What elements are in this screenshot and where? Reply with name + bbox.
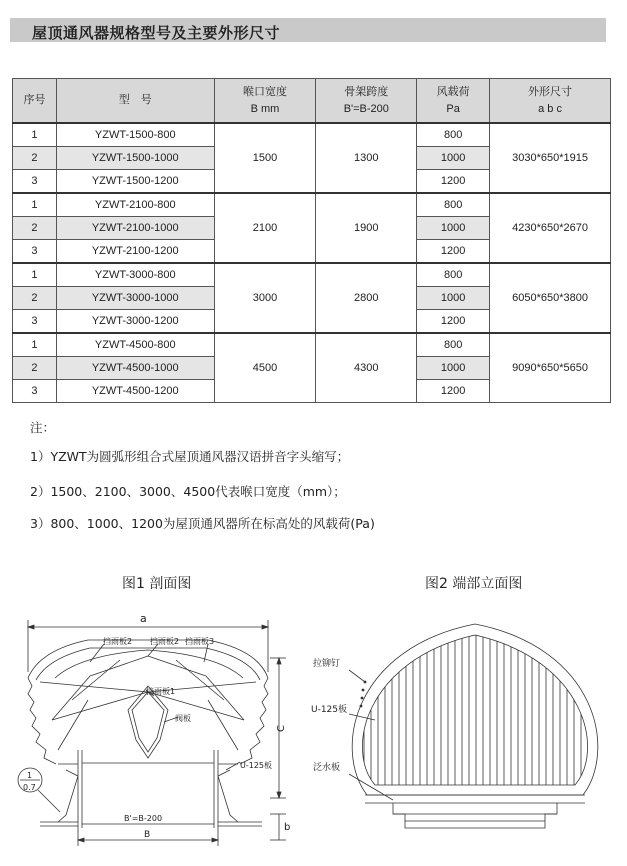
cell-load: 1200: [417, 240, 490, 264]
page-title: 屋顶通风器规格型号及主要外形尺寸: [32, 24, 281, 42]
header-label: 喉口宽度: [242, 85, 287, 98]
cell-no: 3: [13, 240, 57, 264]
header-sublabel: a b c: [538, 102, 562, 115]
header-col-5: [490, 79, 611, 124]
cell-size: 3030*650*1915: [490, 123, 611, 193]
cell-load: 800: [417, 263, 490, 287]
note-item-1: 1）YZWT为圆弧形组合式屋顶通风器汉语拼音字头缩写；: [30, 449, 350, 464]
cell-model: YZWT-4500-1200: [56, 380, 214, 403]
fig1-label-rain3: 挡雨板3: [185, 637, 215, 646]
cell-span: 1300: [316, 123, 417, 193]
cell-size: 4230*650*2670: [490, 193, 611, 263]
cell-load: 1000: [417, 147, 490, 170]
cell-no: 3: [13, 310, 57, 334]
cell-no: 2: [13, 217, 57, 240]
fig1-label-c: C: [276, 725, 287, 732]
cell-span: 4300: [316, 333, 417, 403]
header-label: 型 号: [118, 94, 152, 106]
cell-throat: 1500: [214, 123, 316, 193]
note-item-3: 3）800、1000、1200为屋顶通风器所在标高处的风载荷(Pa): [30, 516, 375, 531]
cell-size: 9090*650*5650: [490, 333, 611, 403]
cell-load: 1200: [417, 170, 490, 194]
header-label: 风载荷: [436, 85, 470, 98]
cell-model: YZWT-3000-1000: [56, 287, 214, 310]
fig1-section-drawing: [0, 600, 300, 866]
fig2-elevation-drawing: [305, 600, 625, 866]
table-row: [13, 123, 611, 147]
cell-load: 800: [417, 123, 490, 147]
fig1-label-u125: U-125板: [240, 761, 273, 770]
header-col-4: [417, 79, 490, 124]
table-row: [13, 193, 611, 217]
cell-no: 1: [13, 123, 57, 147]
cell-model: YZWT-1500-800: [56, 123, 214, 147]
cell-no: 3: [13, 170, 57, 194]
table-row: [13, 263, 611, 287]
fig1-detail-top: 1: [27, 771, 33, 780]
header-label: 序号: [23, 94, 46, 106]
table-row: [13, 333, 611, 357]
fig1-detail-bottom: 0.7: [23, 783, 36, 792]
table-header-row: [13, 79, 611, 124]
cell-no: 2: [13, 287, 57, 310]
cell-no: 1: [13, 263, 57, 287]
cell-model: YZWT-2100-800: [56, 193, 214, 217]
cell-no: 2: [13, 357, 57, 380]
cell-model: YZWT-1500-1000: [56, 147, 214, 170]
cell-load: 1000: [417, 287, 490, 310]
fig2-title: 图2 端部立面图: [425, 576, 523, 592]
header-sublabel: B mm: [250, 102, 280, 115]
fig1-label-bprime: B'=B-200: [124, 814, 163, 823]
cell-load: 800: [417, 193, 490, 217]
fig2-label-flashing: 泛水板: [313, 763, 341, 773]
header-sublabel: Pa: [446, 102, 460, 115]
cell-load: 1000: [417, 357, 490, 380]
fig1-label-rain1: 挡雨板1: [146, 687, 176, 696]
header-col-1: [56, 79, 214, 124]
header-col-0: [13, 79, 57, 124]
header-sublabel: B'=B-200: [343, 102, 389, 115]
cell-model: YZWT-4500-800: [56, 333, 214, 357]
cell-model: YZWT-1500-1200: [56, 170, 214, 194]
cell-model: YZWT-3000-800: [56, 263, 214, 287]
cell-span: 2800: [316, 263, 417, 333]
cell-span: 1900: [316, 193, 417, 263]
fig1-label-b-small: b: [284, 822, 291, 833]
fig2-label-u125: U-125板: [311, 705, 348, 715]
cell-size: 6050*650*3800: [490, 263, 611, 333]
fig1-label-rain2a: 挡雨板2: [103, 637, 133, 646]
fig1-label-valve: 阀板: [175, 714, 191, 723]
header-label: 外形尺寸: [528, 85, 573, 98]
note-item-2: 2）1500、2100、3000、4500代表喉口宽度（mm）；: [30, 484, 346, 499]
cell-model: YZWT-3000-1200: [56, 310, 214, 334]
cell-model: YZWT-4500-1000: [56, 357, 214, 380]
spec-table: [12, 78, 611, 403]
header-label: 骨架跨度: [344, 85, 389, 98]
table-body: [13, 123, 611, 403]
cell-load: 800: [417, 333, 490, 357]
cell-model: YZWT-2100-1200: [56, 240, 214, 264]
header-col-2: [214, 79, 316, 124]
cell-throat: 2100: [214, 193, 316, 263]
cell-load: 1000: [417, 217, 490, 240]
cell-load: 1200: [417, 380, 490, 403]
fig1-label-a: a: [140, 612, 147, 625]
cell-load: 1200: [417, 310, 490, 334]
fig2-label-rivet: 拉铆钉: [313, 659, 341, 669]
notes-heading: 注：: [30, 420, 56, 435]
cell-no: 2: [13, 147, 57, 170]
header-col-3: [316, 79, 417, 124]
cell-no: 1: [13, 333, 57, 357]
cell-no: 3: [13, 380, 57, 403]
cell-model: YZWT-2100-1000: [56, 217, 214, 240]
cell-no: 1: [13, 193, 57, 217]
fig1-label-b-big: B: [144, 830, 151, 840]
fig1-title: 图1 剖面图: [122, 576, 192, 592]
cell-throat: 4500: [214, 333, 316, 403]
cell-throat: 3000: [214, 263, 316, 333]
fig1-label-rain2b: 挡雨板2: [150, 637, 180, 646]
